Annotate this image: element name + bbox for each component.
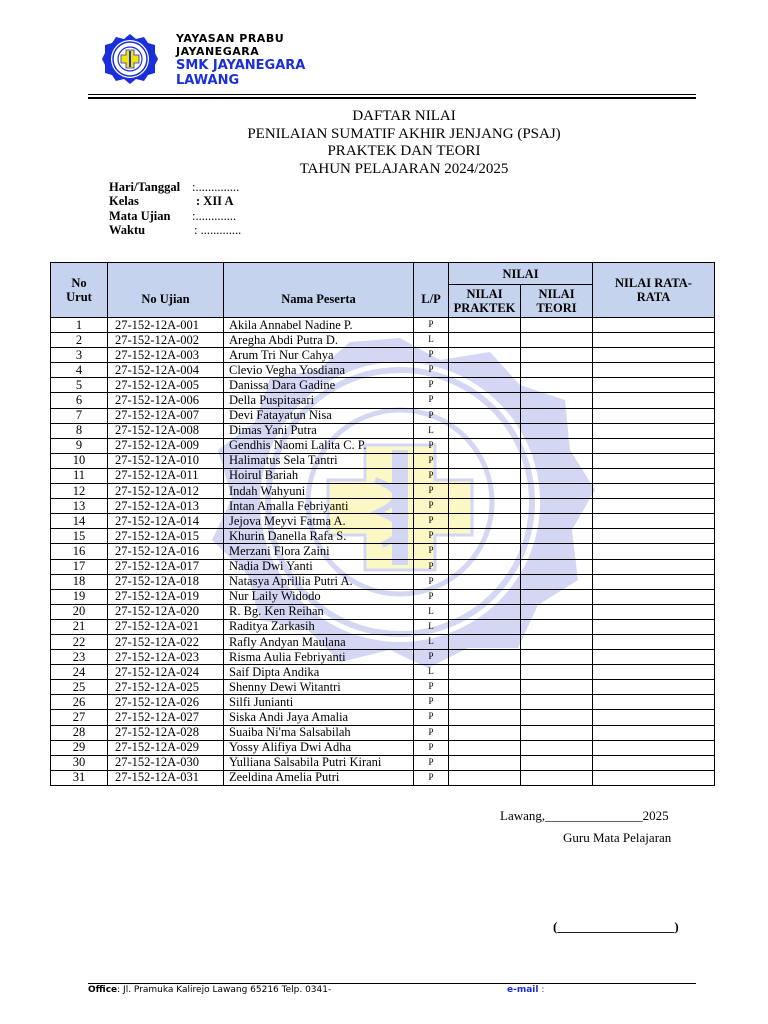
row-theory-score[interactable]	[521, 438, 593, 453]
row-number: 3	[51, 348, 108, 363]
row-student-name: Saif Dipta Andika	[224, 665, 414, 680]
row-number: 30	[51, 755, 108, 770]
row-number: 29	[51, 740, 108, 755]
row-theory-score[interactable]	[521, 650, 593, 665]
table-row	[51, 438, 715, 453]
row-average-score[interactable]	[593, 318, 715, 333]
date-label: Hari/Tanggal	[109, 180, 181, 194]
row-exam-number: 27-152-12A-007	[108, 408, 224, 423]
footer-office	[88, 985, 388, 995]
row-gender: P	[414, 529, 449, 544]
teacher-role: Guru Mata Pelajaran	[563, 830, 672, 845]
row-student-name: Halimatus Sela Tantri	[224, 453, 414, 468]
table-row	[51, 333, 715, 348]
table-row	[51, 484, 715, 499]
row-student-name: Devi Fatayatun Nisa	[224, 408, 414, 423]
table-row	[51, 348, 715, 363]
row-number: 4	[51, 363, 108, 378]
row-exam-number: 27-152-12A-017	[108, 559, 224, 574]
row-practice-score[interactable]	[449, 665, 521, 680]
row-exam-number: 27-152-12A-027	[108, 710, 224, 725]
row-practice-score[interactable]	[449, 453, 521, 468]
row-practice-score[interactable]	[449, 318, 521, 333]
time-label: Waktu	[109, 222, 146, 237]
row-theory-score[interactable]	[521, 619, 593, 634]
row-number: 22	[51, 634, 108, 649]
row-average-score[interactable]	[593, 484, 715, 499]
row-number: 23	[51, 650, 108, 665]
row-number: 17	[51, 559, 108, 574]
signature-line: (__________________)	[553, 919, 679, 934]
row-gender: P	[414, 589, 449, 604]
row-practice-score[interactable]	[449, 695, 521, 710]
row-practice-score[interactable]	[449, 423, 521, 438]
row-exam-number: 27-152-12A-018	[108, 574, 224, 589]
row-student-name: Intan Amalla Febriyanti	[224, 499, 414, 514]
row-gender: P	[414, 770, 449, 785]
footer-rule	[88, 983, 696, 984]
row-practice-score[interactable]	[449, 574, 521, 589]
table-row	[51, 725, 715, 740]
row-gender: P	[414, 559, 449, 574]
row-number: 2	[51, 333, 108, 348]
row-practice-score[interactable]	[449, 529, 521, 544]
row-student-name: Della Puspitasari	[224, 393, 414, 408]
row-student-name: Yulliana Salsabila Putri Kirani	[224, 755, 414, 770]
table-row	[51, 665, 715, 680]
table-row	[51, 574, 715, 589]
row-student-name: Risma Aulia Febriyanti	[224, 650, 414, 665]
row-student-name: Merzani Flora Zaini	[224, 544, 414, 559]
title-line4: TAHUN PELAJARAN 2024/2025	[299, 160, 509, 177]
table-row	[51, 559, 715, 574]
document-title	[0, 108, 768, 178]
row-average-score[interactable]	[593, 755, 715, 770]
row-practice-score[interactable]	[449, 363, 521, 378]
row-exam-number: 27-152-12A-006	[108, 393, 224, 408]
row-number: 9	[51, 438, 108, 453]
header-no-ujian: No Ujian	[108, 263, 224, 318]
row-theory-score[interactable]	[521, 740, 593, 755]
row-gender: L	[414, 333, 449, 348]
date-value: :..............	[192, 180, 240, 194]
row-gender: P	[414, 408, 449, 423]
row-exam-number: 27-152-12A-009	[108, 438, 224, 453]
row-exam-number: 27-152-12A-013	[108, 499, 224, 514]
row-exam-number: 27-152-12A-028	[108, 725, 224, 740]
row-exam-number: 27-152-12A-001	[108, 318, 224, 333]
title-line3: PRAKTEK DAN TEORI	[327, 143, 481, 159]
row-gender: P	[414, 695, 449, 710]
row-number: 8	[51, 423, 108, 438]
row-theory-score[interactable]	[521, 468, 593, 483]
row-theory-score[interactable]	[521, 393, 593, 408]
table-row	[51, 680, 715, 695]
school-emblem-icon	[101, 33, 159, 85]
row-gender: P	[414, 755, 449, 770]
row-theory-score[interactable]	[521, 604, 593, 619]
row-theory-score[interactable]	[521, 695, 593, 710]
table-row	[51, 393, 715, 408]
foundation-name-line1: YAYASAN PRABU	[176, 32, 285, 45]
row-average-score[interactable]	[593, 725, 715, 740]
row-student-name: Dimas Yani Putra	[224, 423, 414, 438]
row-gender: L	[414, 665, 449, 680]
row-student-name: Yossy Alifiya Dwi Adha	[224, 740, 414, 755]
row-theory-score[interactable]	[521, 755, 593, 770]
row-average-score[interactable]	[593, 650, 715, 665]
row-exam-number: 27-152-12A-020	[108, 604, 224, 619]
row-average-score[interactable]	[593, 363, 715, 378]
row-exam-number: 27-152-12A-005	[108, 378, 224, 393]
table-row	[51, 378, 715, 393]
row-average-score[interactable]	[593, 544, 715, 559]
row-student-name: Shenny Dewi Witantri	[224, 680, 414, 695]
row-gender: P	[414, 544, 449, 559]
row-number: 19	[51, 589, 108, 604]
email-value: :	[538, 985, 545, 995]
row-theory-score[interactable]	[521, 680, 593, 695]
row-average-score[interactable]	[593, 559, 715, 574]
row-average-score[interactable]	[593, 408, 715, 423]
letterhead	[176, 32, 305, 88]
row-practice-score[interactable]	[449, 438, 521, 453]
table-row	[51, 408, 715, 423]
row-practice-score[interactable]	[449, 710, 521, 725]
table-row	[51, 318, 715, 333]
row-average-score[interactable]	[593, 695, 715, 710]
row-practice-score[interactable]	[449, 634, 521, 649]
row-student-name: Arum Tri Nur Cahya	[224, 348, 414, 363]
row-theory-score[interactable]	[521, 710, 593, 725]
place-date: Lawang,_______________2025	[500, 808, 669, 823]
row-student-name: Jejova Meyvi Fatma A.	[224, 514, 414, 529]
row-student-name: Natasya Aprillia Putri A.	[224, 574, 414, 589]
row-average-score[interactable]	[593, 423, 715, 438]
row-number: 7	[51, 408, 108, 423]
row-exam-number: 27-152-12A-024	[108, 665, 224, 680]
row-average-score[interactable]	[593, 710, 715, 725]
row-exam-number: 27-152-12A-011	[108, 468, 224, 483]
row-exam-number: 27-152-12A-015	[108, 529, 224, 544]
row-exam-number: 27-152-12A-003	[108, 348, 224, 363]
row-exam-number: 27-152-12A-026	[108, 695, 224, 710]
row-exam-number: 27-152-12A-004	[108, 363, 224, 378]
table-row	[51, 453, 715, 468]
table-row	[51, 529, 715, 544]
header-nilai-praktek: NILAI PRAKTEK	[449, 285, 521, 318]
row-practice-score[interactable]	[449, 770, 521, 785]
row-student-name: Akila Annabel Nadine P.	[224, 318, 414, 333]
row-practice-score[interactable]	[449, 589, 521, 604]
header-nama-peserta: Nama Peserta	[224, 263, 414, 318]
row-student-name: Nur Laily Widodo	[224, 589, 414, 604]
row-theory-score[interactable]	[521, 423, 593, 438]
row-gender: L	[414, 423, 449, 438]
row-theory-score[interactable]	[521, 453, 593, 468]
row-number: 27	[51, 710, 108, 725]
row-number: 25	[51, 680, 108, 695]
row-number: 1	[51, 318, 108, 333]
row-gender: P	[414, 468, 449, 483]
row-average-score[interactable]	[593, 333, 715, 348]
row-student-name: R. Bg. Ken Reihan	[224, 604, 414, 619]
table-row	[51, 755, 715, 770]
row-average-score[interactable]	[593, 438, 715, 453]
row-practice-score[interactable]	[449, 619, 521, 634]
table-row	[51, 619, 715, 634]
office-address: : Jl. Pramuka Kalirejo Lawang 65216 Telp. 0341-	[117, 985, 332, 995]
row-practice-score[interactable]	[449, 393, 521, 408]
row-exam-number: 27-152-12A-022	[108, 634, 224, 649]
office-label: Office	[88, 985, 118, 995]
row-student-name: Khurin Danella Rafa S.	[224, 529, 414, 544]
row-number: 16	[51, 544, 108, 559]
letterhead-rule-thin	[88, 94, 696, 95]
row-practice-score[interactable]	[449, 499, 521, 514]
row-theory-score[interactable]	[521, 378, 593, 393]
row-number: 20	[51, 604, 108, 619]
row-exam-number: 27-152-12A-002	[108, 333, 224, 348]
row-gender: P	[414, 499, 449, 514]
row-exam-number: 27-152-12A-023	[108, 650, 224, 665]
subject-label: Mata Ujian	[109, 208, 171, 223]
row-number: 24	[51, 665, 108, 680]
row-exam-number: 27-152-12A-012	[108, 484, 224, 499]
row-practice-score[interactable]	[449, 725, 521, 740]
row-average-score[interactable]	[593, 514, 715, 529]
row-exam-number: 27-152-12A-014	[108, 514, 224, 529]
row-gender: P	[414, 453, 449, 468]
row-number: 18	[51, 574, 108, 589]
row-student-name: Clevio Vegha Yosdiana	[224, 363, 414, 378]
row-practice-score[interactable]	[449, 680, 521, 695]
row-average-score[interactable]	[593, 574, 715, 589]
subject-value: :.............	[192, 208, 237, 223]
row-student-name: Raditya Zarkasih	[224, 619, 414, 634]
row-exam-number: 27-152-12A-016	[108, 544, 224, 559]
table-row	[51, 589, 715, 604]
row-average-score[interactable]	[593, 393, 715, 408]
table-row	[51, 423, 715, 438]
row-number: 13	[51, 499, 108, 514]
row-theory-score[interactable]	[521, 634, 593, 649]
row-number: 31	[51, 770, 108, 785]
row-gender: P	[414, 710, 449, 725]
header-nilai: NILAI	[449, 263, 593, 285]
row-number: 14	[51, 514, 108, 529]
row-gender: L	[414, 604, 449, 619]
row-practice-score[interactable]	[449, 755, 521, 770]
row-student-name: Hoirul Bariah	[224, 468, 414, 483]
row-student-name: Zeeldina Amelia Putri	[224, 770, 414, 785]
header-nilai-teori: NILAI TEORI	[521, 285, 593, 318]
table-row	[51, 634, 715, 649]
row-number: 26	[51, 695, 108, 710]
grades-table	[50, 262, 715, 786]
row-theory-score[interactable]	[521, 770, 593, 785]
header-no-urut: No Urut	[51, 263, 108, 318]
grades-body	[51, 318, 715, 786]
row-exam-number: 27-152-12A-030	[108, 755, 224, 770]
row-theory-score[interactable]	[521, 574, 593, 589]
row-exam-number: 27-152-12A-025	[108, 680, 224, 695]
row-gender: P	[414, 484, 449, 499]
row-gender: P	[414, 348, 449, 363]
row-average-score[interactable]	[593, 499, 715, 514]
row-practice-score[interactable]	[449, 333, 521, 348]
row-student-name: Siska Andi Jaya Amalia	[224, 710, 414, 725]
foundation-name-line2: JAYANEGARA	[176, 45, 260, 58]
row-number: 28	[51, 725, 108, 740]
time-value: : .............	[194, 222, 242, 237]
row-average-score[interactable]	[593, 604, 715, 619]
school-name-line2: LAWANG	[176, 73, 240, 88]
footer-email	[507, 985, 544, 995]
email-label: e-mail	[507, 985, 539, 995]
row-gender: P	[414, 680, 449, 695]
letterhead-rule-thick	[88, 97, 696, 99]
row-number: 12	[51, 484, 108, 499]
row-student-name: Rafly Andyan Maulana	[224, 634, 414, 649]
row-theory-score[interactable]	[521, 333, 593, 348]
row-number: 21	[51, 619, 108, 634]
row-theory-score[interactable]	[521, 665, 593, 680]
row-gender: P	[414, 725, 449, 740]
row-gender: P	[414, 378, 449, 393]
table-row	[51, 650, 715, 665]
row-gender: P	[414, 438, 449, 453]
table-row	[51, 740, 715, 755]
row-gender: L	[414, 634, 449, 649]
class-value: : XII A	[196, 194, 234, 209]
row-practice-score[interactable]	[449, 378, 521, 393]
row-exam-number: 27-152-12A-029	[108, 740, 224, 755]
row-practice-score[interactable]	[449, 348, 521, 363]
row-gender: P	[414, 740, 449, 755]
row-gender: P	[414, 393, 449, 408]
row-practice-score[interactable]	[449, 740, 521, 755]
table-row	[51, 514, 715, 529]
row-number: 11	[51, 468, 108, 483]
row-gender: P	[414, 318, 449, 333]
table-row	[51, 499, 715, 514]
row-practice-score[interactable]	[449, 650, 521, 665]
row-practice-score[interactable]	[449, 484, 521, 499]
row-practice-score[interactable]	[449, 544, 521, 559]
table-row	[51, 604, 715, 619]
row-theory-score[interactable]	[521, 514, 593, 529]
class-label: Kelas	[109, 194, 139, 209]
row-theory-score[interactable]	[521, 499, 593, 514]
row-gender: P	[414, 514, 449, 529]
row-exam-number: 27-152-12A-031	[108, 770, 224, 785]
row-average-score[interactable]	[593, 619, 715, 634]
row-practice-score[interactable]	[449, 559, 521, 574]
title-line2: PENILAIAN SUMATIF AKHIR JENJANG (PSAJ)	[247, 125, 561, 142]
row-average-score[interactable]	[593, 770, 715, 785]
row-average-score[interactable]	[593, 378, 715, 393]
row-student-name: Nadia Dwi Yanti	[224, 559, 414, 574]
table-row	[51, 695, 715, 710]
row-practice-score[interactable]	[449, 468, 521, 483]
row-theory-score[interactable]	[521, 589, 593, 604]
row-theory-score[interactable]	[521, 544, 593, 559]
row-number: 5	[51, 378, 108, 393]
row-gender: P	[414, 574, 449, 589]
row-student-name: Indah Wahyuni	[224, 484, 414, 499]
row-average-score[interactable]	[593, 529, 715, 544]
row-exam-number: 27-152-12A-019	[108, 589, 224, 604]
row-average-score[interactable]	[593, 634, 715, 649]
row-practice-score[interactable]	[449, 514, 521, 529]
table-row	[51, 770, 715, 785]
row-average-score[interactable]	[593, 348, 715, 363]
row-theory-score[interactable]	[521, 529, 593, 544]
table-row	[51, 363, 715, 378]
row-gender: P	[414, 363, 449, 378]
school-name-line1: SMK JAYANEGARA	[176, 58, 306, 73]
row-average-score[interactable]	[593, 589, 715, 604]
row-gender: L	[414, 619, 449, 634]
row-student-name: Suaiba Ni'ma Salsabilah	[224, 725, 414, 740]
row-theory-score[interactable]	[521, 408, 593, 423]
row-average-score[interactable]	[593, 740, 715, 755]
row-average-score[interactable]	[593, 665, 715, 680]
table-row	[51, 468, 715, 483]
row-student-name: Danissa Dara Gadine	[224, 378, 414, 393]
header-lp: L/P	[414, 263, 449, 318]
row-average-score[interactable]	[593, 468, 715, 483]
row-practice-score[interactable]	[449, 604, 521, 619]
row-gender: P	[414, 650, 449, 665]
row-exam-number: 27-152-12A-008	[108, 423, 224, 438]
row-theory-score[interactable]	[521, 363, 593, 378]
row-theory-score[interactable]	[521, 484, 593, 499]
row-student-name: Gendhis Naomi Lalita C. P.	[224, 438, 414, 453]
row-theory-score[interactable]	[521, 348, 593, 363]
table-row	[51, 710, 715, 725]
row-number: 15	[51, 529, 108, 544]
row-exam-number: 27-152-12A-021	[108, 619, 224, 634]
row-number: 10	[51, 453, 108, 468]
row-exam-number: 27-152-12A-010	[108, 453, 224, 468]
row-practice-score[interactable]	[449, 408, 521, 423]
row-number: 6	[51, 393, 108, 408]
row-theory-score[interactable]	[521, 559, 593, 574]
row-student-name: Silfi Junianti	[224, 695, 414, 710]
header-nilai-rata: NILAI RATA- RATA	[593, 263, 715, 318]
row-average-score[interactable]	[593, 680, 715, 695]
row-theory-score[interactable]	[521, 725, 593, 740]
row-student-name: Aregha Abdi Putra D.	[224, 333, 414, 348]
row-theory-score[interactable]	[521, 318, 593, 333]
table-row	[51, 544, 715, 559]
row-average-score[interactable]	[593, 453, 715, 468]
title-line1: DAFTAR NILAI	[352, 108, 456, 124]
